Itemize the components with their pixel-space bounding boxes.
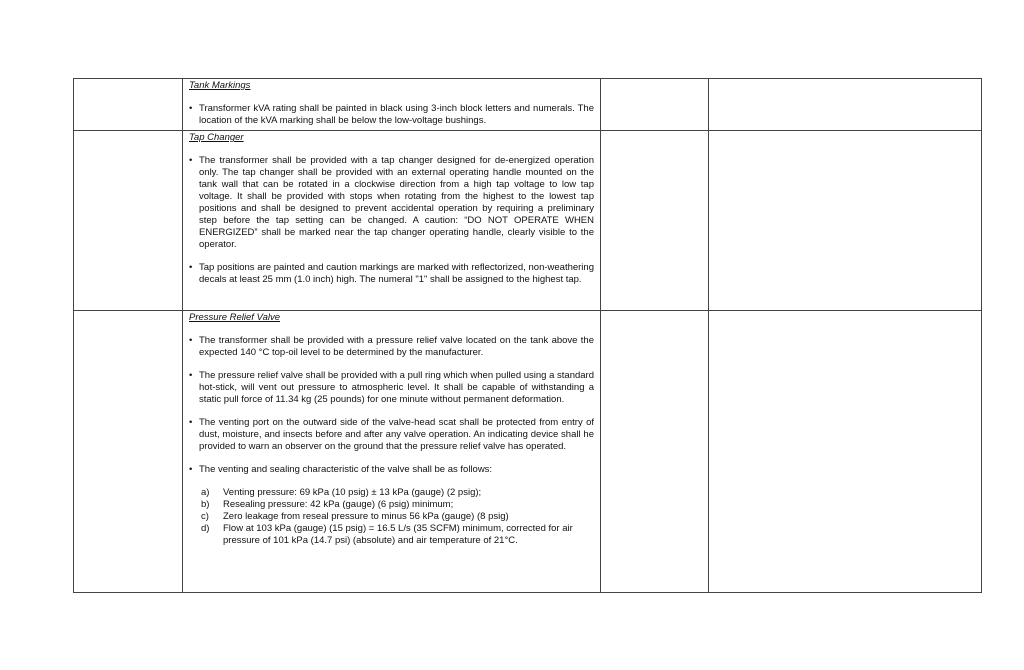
list-item — [199, 487, 594, 499]
requirement-cell — [183, 311, 601, 593]
section-heading: Pressure Relief Valve — [189, 312, 280, 323]
requirement-bullet: • Transformer kVA rating shall be painted in black using 3-inch block letters and numerals. The location of the kVA marking shall be below the low-voltage bushings. — [189, 103, 594, 127]
venting-characteristics-list — [199, 487, 594, 547]
requirement-cell — [183, 131, 601, 311]
list-item-text: Zero leakage from reseal pressure to minus 56 kPa (gauge) (8 psig) — [223, 511, 509, 522]
list-item — [199, 511, 594, 523]
list-item-label: a) — [201, 487, 210, 498]
section-heading: Tap Changer — [189, 132, 244, 143]
compliance-cell — [601, 131, 709, 311]
list-item-text: Resealing pressure: 42 kPa (gauge) (6 psig) minimum; — [223, 499, 454, 510]
requirement-bullet: • The transformer shall be provided with a tap changer designed for de-energized operation only. The tap changer shall be provided with an external operating handle mounted on the tank wall that can be rotated in a clockwise direction from a high tap voltage to low tap voltage. It shall be provided with stops when rotating from the highest to the lowest tap positions and shall be designed to prevent accidental operation by requiring a preliminary step before the tap setting can be changed. A caution: “DO NOT OPERATE WHEN ENERGIZED” shall be marked near the tap changer operating handle, clearly visible to the operator. — [189, 155, 594, 251]
specification-table — [73, 78, 982, 593]
requirement-bullet: • The pressure relief valve shall be provided with a pull ring which when pulled using a standard hot-stick, will vent out pressure to atmospheric level. It shall be capable of withstanding a static pull force of 11.34 kg (25 pounds) for one minute without permanent deformation. — [189, 370, 594, 406]
requirement-bullet: • The transformer shall be provided with a pressure relief valve located on the tank above the expected 140 °C top-oil level to be determined by the manufacturer. — [189, 335, 594, 359]
requirement-cell — [183, 79, 601, 131]
list-item-label: b) — [201, 499, 210, 510]
requirement-bullet: • Tap positions are painted and caution markings are marked with reflectorized, non-weathering decals at least 25 mm (1.0 inch) high. The numeral "1" shall be assigned to the highest tap. — [189, 262, 594, 286]
remarks-cell — [709, 131, 982, 311]
table-row-pressure-relief-valve — [74, 311, 982, 593]
compliance-cell — [601, 79, 709, 131]
compliance-cell — [601, 311, 709, 593]
list-item-text: Flow at 103 kPa (gauge) (15 psig) = 16.5 L/s (35 SCFM) minimum, corrected for air pressure of 101 kPa (14.7 psi) (absolute) and air temperature of 21°C. — [223, 523, 573, 546]
list-item — [199, 523, 594, 547]
clause-number-cell — [74, 311, 183, 593]
table-row-tap-changer — [74, 131, 982, 311]
clause-number-cell — [74, 131, 183, 311]
list-item-label: d) — [201, 523, 210, 534]
table-row-tank-markings — [74, 79, 982, 131]
requirement-bullet: • The venting port on the outward side of the valve-head scat shall be protected from entry of dust, moisture, and insects before and after any valve operation. An indicating device shall he provided to warn an observer on the ground that the pressure relief valve has operated. — [189, 417, 594, 453]
remarks-cell — [709, 311, 982, 593]
list-item-label: c) — [201, 511, 209, 522]
clause-number-cell — [74, 79, 183, 131]
requirement-bullet: • The venting and sealing characteristic of the valve shall be as follows: — [189, 464, 594, 476]
list-item-text: Venting pressure: 69 kPa (10 psig) ± 13 kPa (gauge) (2 psig); — [223, 487, 482, 498]
section-heading: Tank Markings — [189, 80, 251, 91]
list-item — [199, 499, 594, 511]
remarks-cell — [709, 79, 982, 131]
